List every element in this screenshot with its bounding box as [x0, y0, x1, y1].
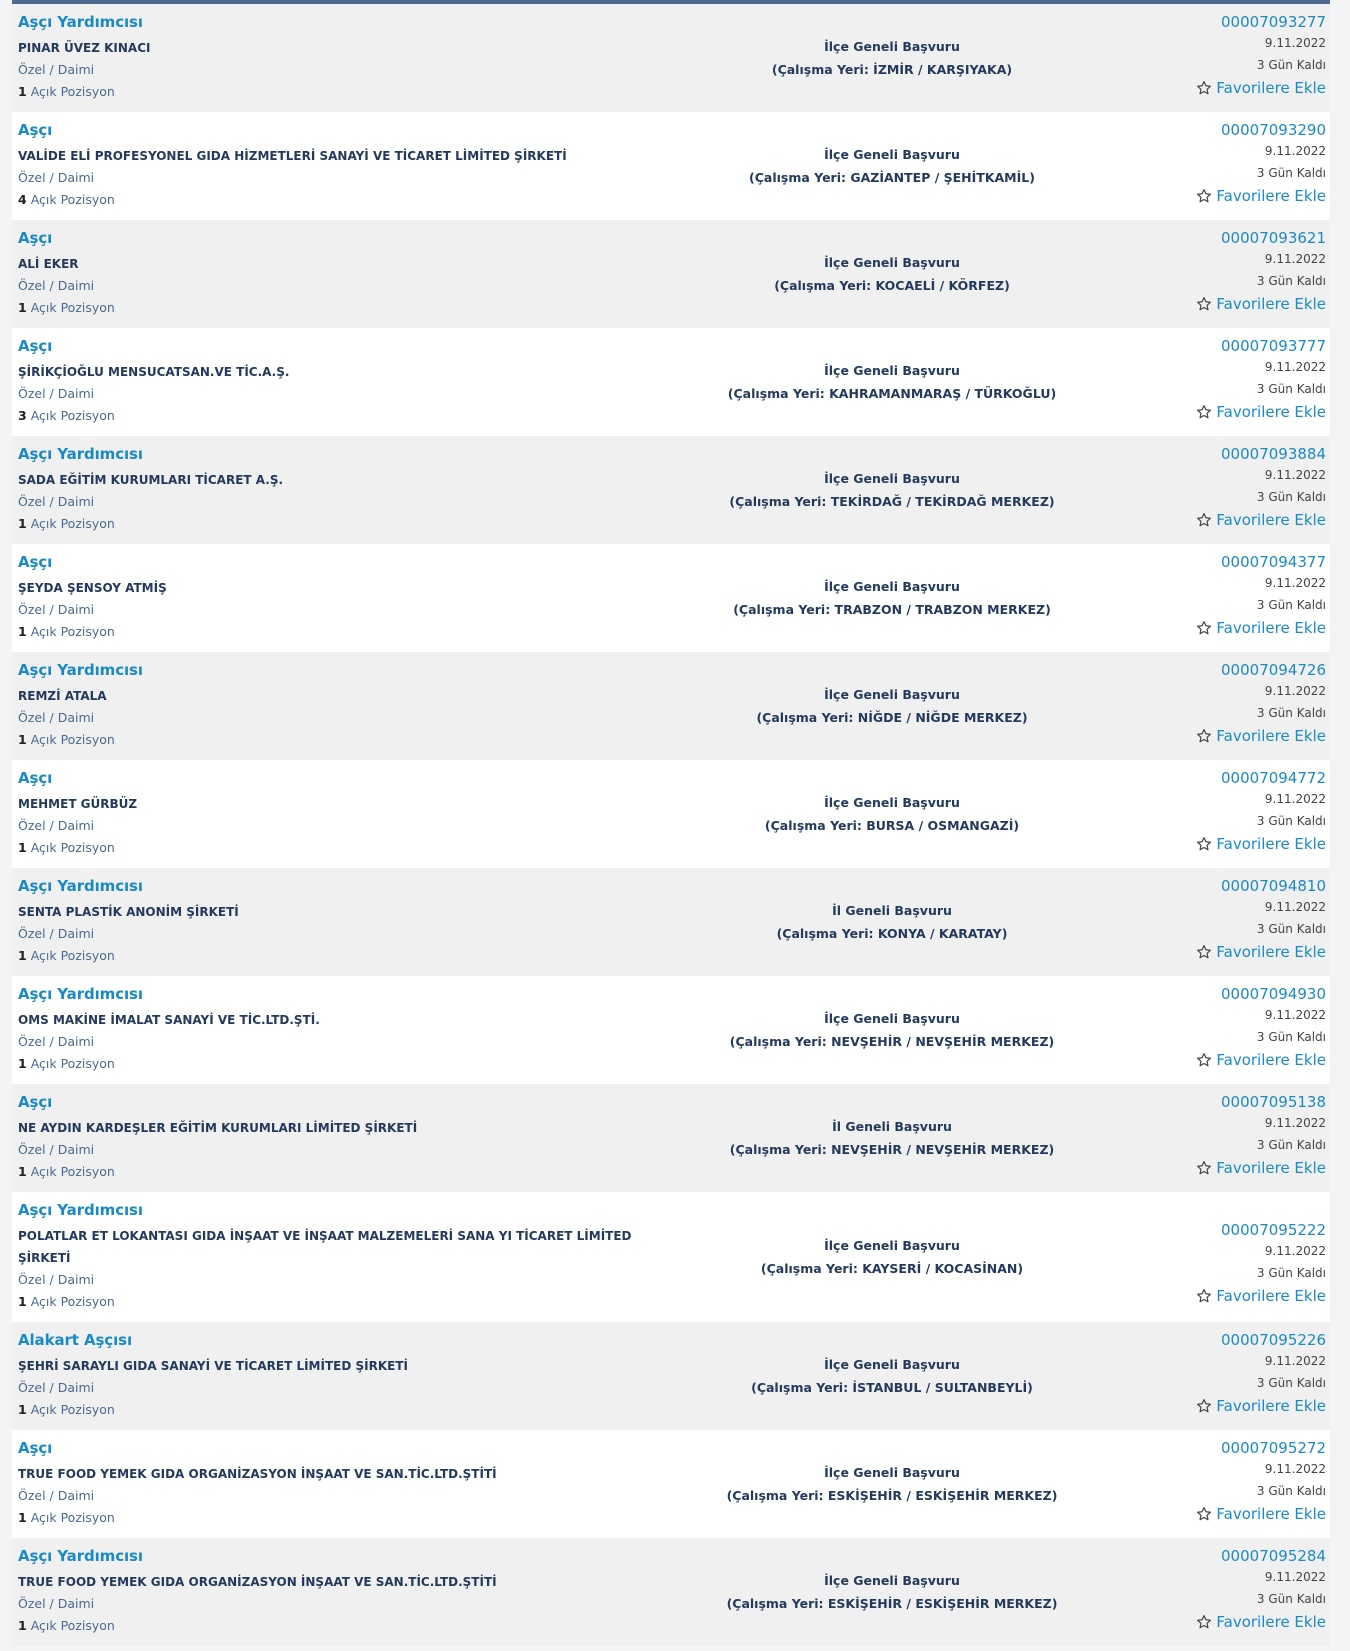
posting-date: 9.11.2022 [1264, 144, 1326, 158]
listing-info [18, 768, 678, 859]
job-listing-row [12, 652, 1330, 760]
open-positions [18, 1053, 678, 1075]
add-to-favorites-button[interactable] [1196, 724, 1326, 748]
job-title-link[interactable]: Aşçı [18, 1093, 53, 1111]
open-positions-count: 1 [18, 624, 27, 639]
work-location: (Çalışma Yeri: TEKİRDAĞ / TEKİRDAĞ MERKEZ) [729, 494, 1055, 509]
job-title-link[interactable]: Aşçı Yardımcısı [18, 445, 143, 463]
listing-meta [1196, 660, 1326, 748]
work-location: (Çalışma Yeri: KAHRAMANMARAŞ / TÜRKOĞLU) [727, 386, 1057, 401]
employment-type: Özel / Daimi [18, 1034, 95, 1049]
add-to-favorites-button[interactable] [1196, 1502, 1326, 1526]
open-positions-count: 1 [18, 1164, 27, 1179]
work-location: (Çalışma Yeri: NİĞDE / NİĞDE MERKEZ) [756, 710, 1028, 725]
company-name: TRUE FOOD YEMEK GIDA ORGANİZASYON İNŞAAT VE SAN.TİC.LTD.ŞTİTİ [18, 1467, 497, 1481]
add-to-favorites-button[interactable] [1196, 1284, 1326, 1308]
open-positions-count: 4 [18, 192, 27, 207]
job-id-link[interactable]: 00007095272 [1221, 1439, 1326, 1457]
posting-date: 9.11.2022 [1264, 468, 1326, 482]
open-positions-label: Açık Pozisyon [30, 948, 115, 963]
add-to-favorites-button[interactable] [1196, 1156, 1326, 1180]
employment-type: Özel / Daimi [18, 1380, 95, 1395]
job-id-link[interactable]: 00007094810 [1221, 877, 1326, 895]
listing-info [18, 228, 678, 319]
job-title-link[interactable]: Aşçı Yardımcısı [18, 661, 143, 679]
job-id-link[interactable]: 00007095138 [1221, 1093, 1326, 1111]
posting-date: 9.11.2022 [1264, 900, 1326, 914]
work-location: (Çalışma Yeri: İZMİR / KARŞIYAKA) [771, 62, 1013, 77]
job-listing-row [12, 112, 1330, 220]
open-positions [18, 621, 678, 643]
employment-type: Özel / Daimi [18, 926, 95, 941]
open-positions-label: Açık Pozisyon [30, 1294, 115, 1309]
work-location: (Çalışma Yeri: ESKİŞEHİR / ESKİŞEHİR MERKEZ) [726, 1596, 1058, 1611]
application-scope [672, 1234, 1112, 1280]
add-to-favorites-button[interactable] [1196, 76, 1326, 100]
listing-meta [1196, 552, 1326, 640]
employment-type: Özel / Daimi [18, 1272, 95, 1287]
open-positions [18, 729, 678, 751]
work-location: (Çalışma Yeri: BURSA / OSMANGAZİ) [764, 818, 1020, 833]
listing-info [18, 444, 678, 535]
open-positions [18, 1615, 678, 1637]
open-positions [18, 189, 678, 211]
listing-meta [1196, 1092, 1326, 1180]
work-location: (Çalışma Yeri: NEVŞEHİR / NEVŞEHİR MERKEZ) [729, 1034, 1055, 1049]
listing-info [18, 12, 678, 103]
job-listing-list [12, 0, 1330, 1646]
job-title-link[interactable]: Aşçı [18, 1439, 53, 1457]
posting-date: 9.11.2022 [1264, 1008, 1326, 1022]
application-scope-label: İlçe Geneli Başvuru [824, 255, 960, 270]
job-id-link[interactable]: 00007095222 [1221, 1221, 1326, 1239]
open-positions-count: 1 [18, 516, 27, 531]
open-positions-count: 1 [18, 840, 27, 855]
job-id-link[interactable]: 00007093777 [1221, 337, 1326, 355]
star-icon [1196, 512, 1212, 528]
job-listing-row [12, 760, 1330, 868]
open-positions-label: Açık Pozisyon [30, 408, 115, 423]
job-title-link[interactable]: Aşçı [18, 337, 53, 355]
add-to-favorites-button[interactable] [1196, 832, 1326, 856]
application-scope-label: İlçe Geneli Başvuru [824, 1357, 960, 1372]
listing-meta [1196, 768, 1326, 856]
open-positions [18, 1161, 678, 1183]
listing-meta [1196, 336, 1326, 424]
add-to-favorites-label: Favorilere Ekle [1216, 619, 1326, 637]
job-listing-row [12, 436, 1330, 544]
add-to-favorites-label: Favorilere Ekle [1216, 1051, 1326, 1069]
posting-date: 9.11.2022 [1264, 684, 1326, 698]
listing-info [18, 984, 678, 1075]
listing-info [18, 1330, 678, 1421]
open-positions-count: 3 [18, 408, 27, 423]
days-remaining: 3 Gün Kaldı [1256, 706, 1326, 720]
add-to-favorites-label: Favorilere Ekle [1216, 403, 1326, 421]
star-icon [1196, 1288, 1212, 1304]
open-positions [18, 837, 678, 859]
job-title-link[interactable]: Aşçı Yardımcısı [18, 1547, 143, 1565]
add-to-favorites-label: Favorilere Ekle [1216, 835, 1326, 853]
star-icon [1196, 1052, 1212, 1068]
listing-meta [1196, 444, 1326, 532]
application-scope [672, 899, 1112, 945]
job-title-link[interactable]: Aşçı Yardımcısı [18, 1201, 143, 1219]
open-positions [18, 1399, 678, 1421]
open-positions-label: Açık Pozisyon [30, 300, 115, 315]
days-remaining: 3 Gün Kaldı [1256, 1592, 1326, 1606]
application-scope-label: İlçe Geneli Başvuru [824, 39, 960, 54]
listing-info [18, 876, 678, 967]
star-icon [1196, 1614, 1212, 1630]
application-scope [672, 791, 1112, 837]
listing-meta [1196, 12, 1326, 100]
company-name: TRUE FOOD YEMEK GIDA ORGANİZASYON İNŞAAT VE SAN.TİC.LTD.ŞTİTİ [18, 1575, 497, 1589]
open-positions-count: 1 [18, 1056, 27, 1071]
job-listing-row [12, 544, 1330, 652]
add-to-favorites-button[interactable] [1196, 400, 1326, 424]
days-remaining: 3 Gün Kaldı [1256, 1266, 1326, 1280]
days-remaining: 3 Gün Kaldı [1256, 490, 1326, 504]
job-title-link[interactable]: Alakart Aşçısı [18, 1331, 133, 1349]
add-to-favorites-button[interactable] [1196, 1610, 1326, 1634]
company-name: ŞEHRİ SARAYLI GIDA SANAYİ VE TİCARET LİMİTED ŞİRKETİ [18, 1359, 408, 1373]
open-positions-label: Açık Pozisyon [30, 1510, 115, 1525]
days-remaining: 3 Gün Kaldı [1256, 58, 1326, 72]
star-icon [1196, 944, 1212, 960]
open-positions [18, 81, 678, 103]
company-name: MEHMET GÜRBÜZ [18, 797, 138, 811]
add-to-favorites-label: Favorilere Ekle [1216, 1505, 1326, 1523]
company-name: SENTA PLASTİK ANONİM ŞİRKETİ [18, 905, 239, 919]
listing-meta [1196, 120, 1326, 208]
application-scope [672, 359, 1112, 405]
star-icon [1196, 1506, 1212, 1522]
application-scope [672, 1461, 1112, 1507]
work-location: (Çalışma Yeri: GAZİANTEP / ŞEHİTKAMİL) [749, 170, 1035, 185]
star-icon [1196, 188, 1212, 204]
open-positions-count: 1 [18, 84, 27, 99]
application-scope [672, 467, 1112, 513]
add-to-favorites-button[interactable] [1196, 940, 1326, 964]
work-location: (Çalışma Yeri: KAYSERİ / KOCASİNAN) [760, 1261, 1024, 1276]
job-title-link[interactable]: Aşçı [18, 229, 53, 247]
add-to-favorites-label: Favorilere Ekle [1216, 1397, 1326, 1415]
job-listing-row [12, 1322, 1330, 1430]
application-scope-label: İlçe Geneli Başvuru [824, 1465, 960, 1480]
days-remaining: 3 Gün Kaldı [1256, 814, 1326, 828]
open-positions-label: Açık Pozisyon [30, 1618, 115, 1633]
job-id-link[interactable]: 00007093277 [1221, 13, 1326, 31]
employment-type: Özel / Daimi [18, 170, 95, 185]
listing-info [18, 1092, 678, 1183]
open-positions-label: Açık Pozisyon [30, 1164, 115, 1179]
open-positions-label: Açık Pozisyon [30, 192, 115, 207]
company-name: PINAR ÜVEZ KINACI [18, 41, 151, 55]
company-name: ŞEYDA ŞENSOY ATMİŞ [18, 581, 167, 595]
company-name: NE AYDIN KARDEŞLER EĞİTİM KURUMLARI LİMİTED ŞİRKETİ [18, 1121, 418, 1135]
employment-type: Özel / Daimi [18, 386, 95, 401]
star-icon [1196, 728, 1212, 744]
job-listing-row [12, 4, 1330, 112]
posting-date: 9.11.2022 [1264, 1570, 1326, 1584]
work-location: (Çalışma Yeri: NEVŞEHİR / NEVŞEHİR MERKEZ) [729, 1142, 1055, 1157]
listing-info [18, 552, 678, 643]
add-to-favorites-label: Favorilere Ekle [1216, 943, 1326, 961]
company-name: OMS MAKİNE İMALAT SANAYİ VE TİC.LTD.ŞTİ. [18, 1013, 320, 1027]
job-id-link[interactable]: 00007093884 [1221, 445, 1326, 463]
listing-info [18, 1200, 678, 1313]
company-name: ALİ EKER [18, 257, 79, 271]
job-id-link[interactable]: 00007094772 [1221, 769, 1326, 787]
application-scope-label: İlçe Geneli Başvuru [824, 1238, 960, 1253]
posting-date: 9.11.2022 [1264, 36, 1326, 50]
open-positions-label: Açık Pozisyon [30, 1402, 115, 1417]
add-to-favorites-button[interactable] [1196, 616, 1326, 640]
add-to-favorites-button[interactable] [1196, 1394, 1326, 1418]
posting-date: 9.11.2022 [1264, 576, 1326, 590]
application-scope-label: İlçe Geneli Başvuru [824, 471, 960, 486]
add-to-favorites-label: Favorilere Ekle [1216, 1159, 1326, 1177]
job-title-link[interactable]: Aşçı [18, 769, 53, 787]
listing-meta [1196, 1546, 1326, 1634]
employment-type: Özel / Daimi [18, 1142, 95, 1157]
application-scope [672, 1115, 1112, 1161]
open-positions [18, 945, 678, 967]
job-title-link[interactable]: Aşçı Yardımcısı [18, 877, 143, 895]
job-title-link[interactable]: Aşçı Yardımcısı [18, 13, 143, 31]
add-to-favorites-button[interactable] [1196, 508, 1326, 532]
employment-type: Özel / Daimi [18, 494, 95, 509]
listing-info [18, 1546, 678, 1637]
job-listing-row [12, 328, 1330, 436]
employment-type: Özel / Daimi [18, 278, 95, 293]
star-icon [1196, 80, 1212, 96]
open-positions-label: Açık Pozisyon [30, 516, 115, 531]
employment-type: Özel / Daimi [18, 602, 95, 617]
job-id-link[interactable]: 00007093621 [1221, 229, 1326, 247]
add-to-favorites-button[interactable] [1196, 184, 1326, 208]
add-to-favorites-label: Favorilere Ekle [1216, 511, 1326, 529]
work-location: (Çalışma Yeri: İSTANBUL / SULTANBEYLİ) [751, 1380, 1033, 1395]
listing-meta [1196, 1438, 1326, 1526]
application-scope-label: İlçe Geneli Başvuru [824, 363, 960, 378]
posting-date: 9.11.2022 [1264, 1354, 1326, 1368]
job-title-link[interactable]: Aşçı [18, 553, 53, 571]
employment-type: Özel / Daimi [18, 1488, 95, 1503]
star-icon [1196, 1160, 1212, 1176]
add-to-favorites-button[interactable] [1196, 292, 1326, 316]
listing-info [18, 660, 678, 751]
job-title-link[interactable]: Aşçı [18, 121, 53, 139]
job-title-link[interactable]: Aşçı Yardımcısı [18, 985, 143, 1003]
days-remaining: 3 Gün Kaldı [1256, 274, 1326, 288]
days-remaining: 3 Gün Kaldı [1256, 1138, 1326, 1152]
employment-type: Özel / Daimi [18, 62, 95, 77]
job-id-link[interactable]: 00007095284 [1221, 1547, 1326, 1565]
employment-type: Özel / Daimi [18, 1596, 95, 1611]
company-name: ŞİRİKÇİOĞLU MENSUCATSAN.VE TİC.A.Ş. [18, 365, 290, 379]
open-positions-label: Açık Pozisyon [30, 1056, 115, 1071]
add-to-favorites-label: Favorilere Ekle [1216, 187, 1326, 205]
application-scope [672, 575, 1112, 621]
job-listing-row [12, 220, 1330, 328]
work-location: (Çalışma Yeri: ESKİŞEHİR / ESKİŞEHİR MERKEZ) [726, 1488, 1058, 1503]
open-positions-count: 1 [18, 732, 27, 747]
job-listing-row [12, 976, 1330, 1084]
listing-info [18, 120, 678, 211]
application-scope-label: İlçe Geneli Başvuru [824, 1011, 960, 1026]
open-positions-label: Açık Pozisyon [30, 84, 115, 99]
open-positions-count: 1 [18, 300, 27, 315]
company-name: SADA EĞİTİM KURUMLARI TİCARET A.Ş. [18, 473, 284, 487]
star-icon [1196, 620, 1212, 636]
work-location: (Çalışma Yeri: TRABZON / TRABZON MERKEZ) [733, 602, 1051, 617]
employment-type: Özel / Daimi [18, 818, 95, 833]
application-scope [672, 1353, 1112, 1399]
listing-meta [1196, 1220, 1326, 1308]
days-remaining: 3 Gün Kaldı [1256, 922, 1326, 936]
job-listing-row [12, 1430, 1330, 1538]
employment-type: Özel / Daimi [18, 710, 95, 725]
open-positions-label: Açık Pozisyon [30, 732, 115, 747]
application-scope [672, 1569, 1112, 1615]
listing-meta [1196, 228, 1326, 316]
open-positions-count: 1 [18, 1618, 27, 1633]
add-to-favorites-label: Favorilere Ekle [1216, 1613, 1326, 1631]
open-positions-label: Açık Pozisyon [30, 840, 115, 855]
company-name: REMZİ ATALA [18, 689, 107, 703]
star-icon [1196, 836, 1212, 852]
open-positions-count: 1 [18, 1402, 27, 1417]
application-scope-label: İlçe Geneli Başvuru [824, 1573, 960, 1588]
company-name: VALİDE ELİ PROFESYONEL GIDA HİZMETLERİ SANAYİ VE TİCARET LİMİTED ŞİRKETİ [18, 149, 567, 163]
job-id-link[interactable]: 00007094930 [1221, 985, 1326, 1003]
job-id-link[interactable]: 00007094377 [1221, 553, 1326, 571]
open-positions [18, 297, 678, 319]
listing-info [18, 336, 678, 427]
days-remaining: 3 Gün Kaldı [1256, 382, 1326, 396]
open-positions-count: 1 [18, 948, 27, 963]
open-positions [18, 1291, 678, 1313]
open-positions [18, 1507, 678, 1529]
job-listing-row [12, 1084, 1330, 1192]
listing-info [18, 1438, 678, 1529]
star-icon [1196, 296, 1212, 312]
add-to-favorites-button[interactable] [1196, 1048, 1326, 1072]
add-to-favorites-label: Favorilere Ekle [1216, 727, 1326, 745]
add-to-favorites-label: Favorilere Ekle [1216, 295, 1326, 313]
posting-date: 9.11.2022 [1264, 792, 1326, 806]
posting-date: 9.11.2022 [1264, 360, 1326, 374]
application-scope [672, 683, 1112, 729]
days-remaining: 3 Gün Kaldı [1256, 166, 1326, 180]
posting-date: 9.11.2022 [1264, 1462, 1326, 1476]
application-scope [672, 251, 1112, 297]
work-location: (Çalışma Yeri: KOCAELİ / KÖRFEZ) [774, 278, 1010, 293]
job-id-link[interactable]: 00007095226 [1221, 1331, 1326, 1349]
add-to-favorites-label: Favorilere Ekle [1216, 1287, 1326, 1305]
application-scope-label: İlçe Geneli Başvuru [824, 147, 960, 162]
job-listing-row [12, 868, 1330, 976]
work-location: (Çalışma Yeri: KONYA / KARATAY) [776, 926, 1008, 941]
application-scope [672, 35, 1112, 81]
days-remaining: 3 Gün Kaldı [1256, 1376, 1326, 1390]
job-listing-row [12, 1538, 1330, 1646]
open-positions-label: Açık Pozisyon [30, 624, 115, 639]
listing-meta [1196, 984, 1326, 1072]
job-listing-row [12, 1192, 1330, 1322]
application-scope [672, 1007, 1112, 1053]
application-scope-label: İl Geneli Başvuru [832, 1119, 952, 1134]
star-icon [1196, 1398, 1212, 1414]
application-scope [672, 143, 1112, 189]
job-id-link[interactable]: 00007093290 [1221, 121, 1326, 139]
job-id-link[interactable]: 00007094726 [1221, 661, 1326, 679]
listing-meta [1196, 1330, 1326, 1418]
posting-date: 9.11.2022 [1264, 1116, 1326, 1130]
application-scope-label: İlçe Geneli Başvuru [824, 687, 960, 702]
company-name: POLATLAR ET LOKANTASI GIDA İNŞAAT VE İNŞAAT MALZEMELERİ SANA YI TİCARET LİMİTED ŞİRKETİ [18, 1229, 632, 1265]
posting-date: 9.11.2022 [1264, 252, 1326, 266]
application-scope-label: İlçe Geneli Başvuru [824, 579, 960, 594]
days-remaining: 3 Gün Kaldı [1256, 1030, 1326, 1044]
add-to-favorites-label: Favorilere Ekle [1216, 79, 1326, 97]
application-scope-label: İl Geneli Başvuru [832, 903, 952, 918]
open-positions-count: 1 [18, 1294, 27, 1309]
star-icon [1196, 404, 1212, 420]
days-remaining: 3 Gün Kaldı [1256, 1484, 1326, 1498]
application-scope-label: İlçe Geneli Başvuru [824, 795, 960, 810]
posting-date: 9.11.2022 [1264, 1244, 1326, 1258]
open-positions-count: 1 [18, 1510, 27, 1525]
open-positions [18, 513, 678, 535]
open-positions [18, 405, 678, 427]
days-remaining: 3 Gün Kaldı [1256, 598, 1326, 612]
listing-meta [1196, 876, 1326, 964]
